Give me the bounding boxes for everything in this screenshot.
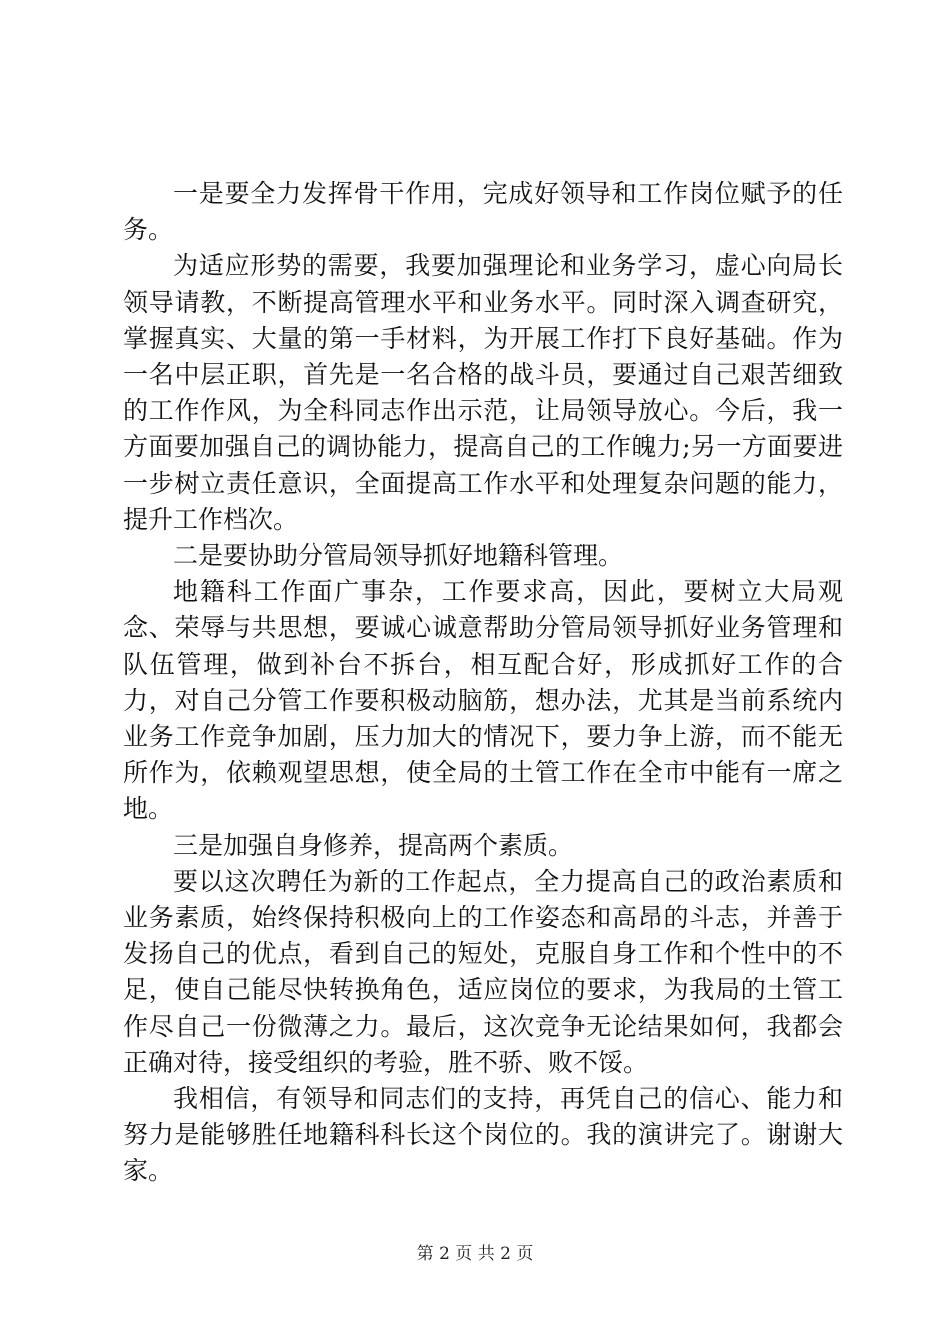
- paragraph-6: 要以这次聘任为新的工作起点，全力提高自己的政治素质和业务素质，始终保持积极向上的工作姿态和高昂的斗志，并善于发扬自己的优点，看到自己的短处，克服自身工作和个性中的不足，使自己能尽快转换角色，适应岗位的要求，为我局的土管工作尽自己一份微薄之力。最后，这次竞争无论结果如何，我都会正确对待，接受组织的考验，胜不骄、败不馁。: [123, 866, 843, 1077]
- paragraph-7: 我相信，有领导和同志们的支持，再凭自己的信心、能力和努力是能够胜任地籍科科长这个岗位的。我的演讲完了。谢谢大家。: [123, 1084, 843, 1186]
- paragraph-4: 地籍科工作面广事杂，工作要求高，因此，要树立大局观念、荣辱与共思想，要诚心诚意帮助分管局领导抓好业务管理和队伍管理，做到补台不拆台，相互配合好，形成抓好工作的合力，对自己分管工作要积极动脑筋，想办法，尤其是当前系统内业务工作竞争加剧，压力加大的情况下，要力争上游，而不能无所作为，依赖观望思想，使全局的土管工作在全市中能有一席之地。: [123, 577, 843, 824]
- document-body: [123, 176, 843, 1190]
- paragraph-3: 二是要协助分管局领导抓好地籍科管理。: [173, 541, 624, 571]
- paragraph-1: 一是要全力发挥骨干作用，完成好领导和工作岗位赋予的任务。: [123, 179, 843, 245]
- paragraph-2: 为适应形势的需要，我要加强理论和业务学习，虚心向局长领导请教，不断提高管理水平和业务水平。同时深入调查研究，掌握真实、大量的第一手材料，为开展工作打下良好基础。作为一名中层正职，首先是一名合格的战斗员，要通过自己艰苦细致的工作作风，为全科同志作出示范，让局领导放心。今后，我一方面要加强自己的调协能力，提高自己的工作魄力;另一方面要进一步树立责任意识，全面提高工作水平和处理复杂问题的能力，提升工作档次。: [123, 251, 843, 534]
- paragraph-5: 三是加强自身修养，提高两个素质。: [173, 830, 574, 860]
- page-footer: 第 2 页 共 2 页: [416, 1244, 534, 1264]
